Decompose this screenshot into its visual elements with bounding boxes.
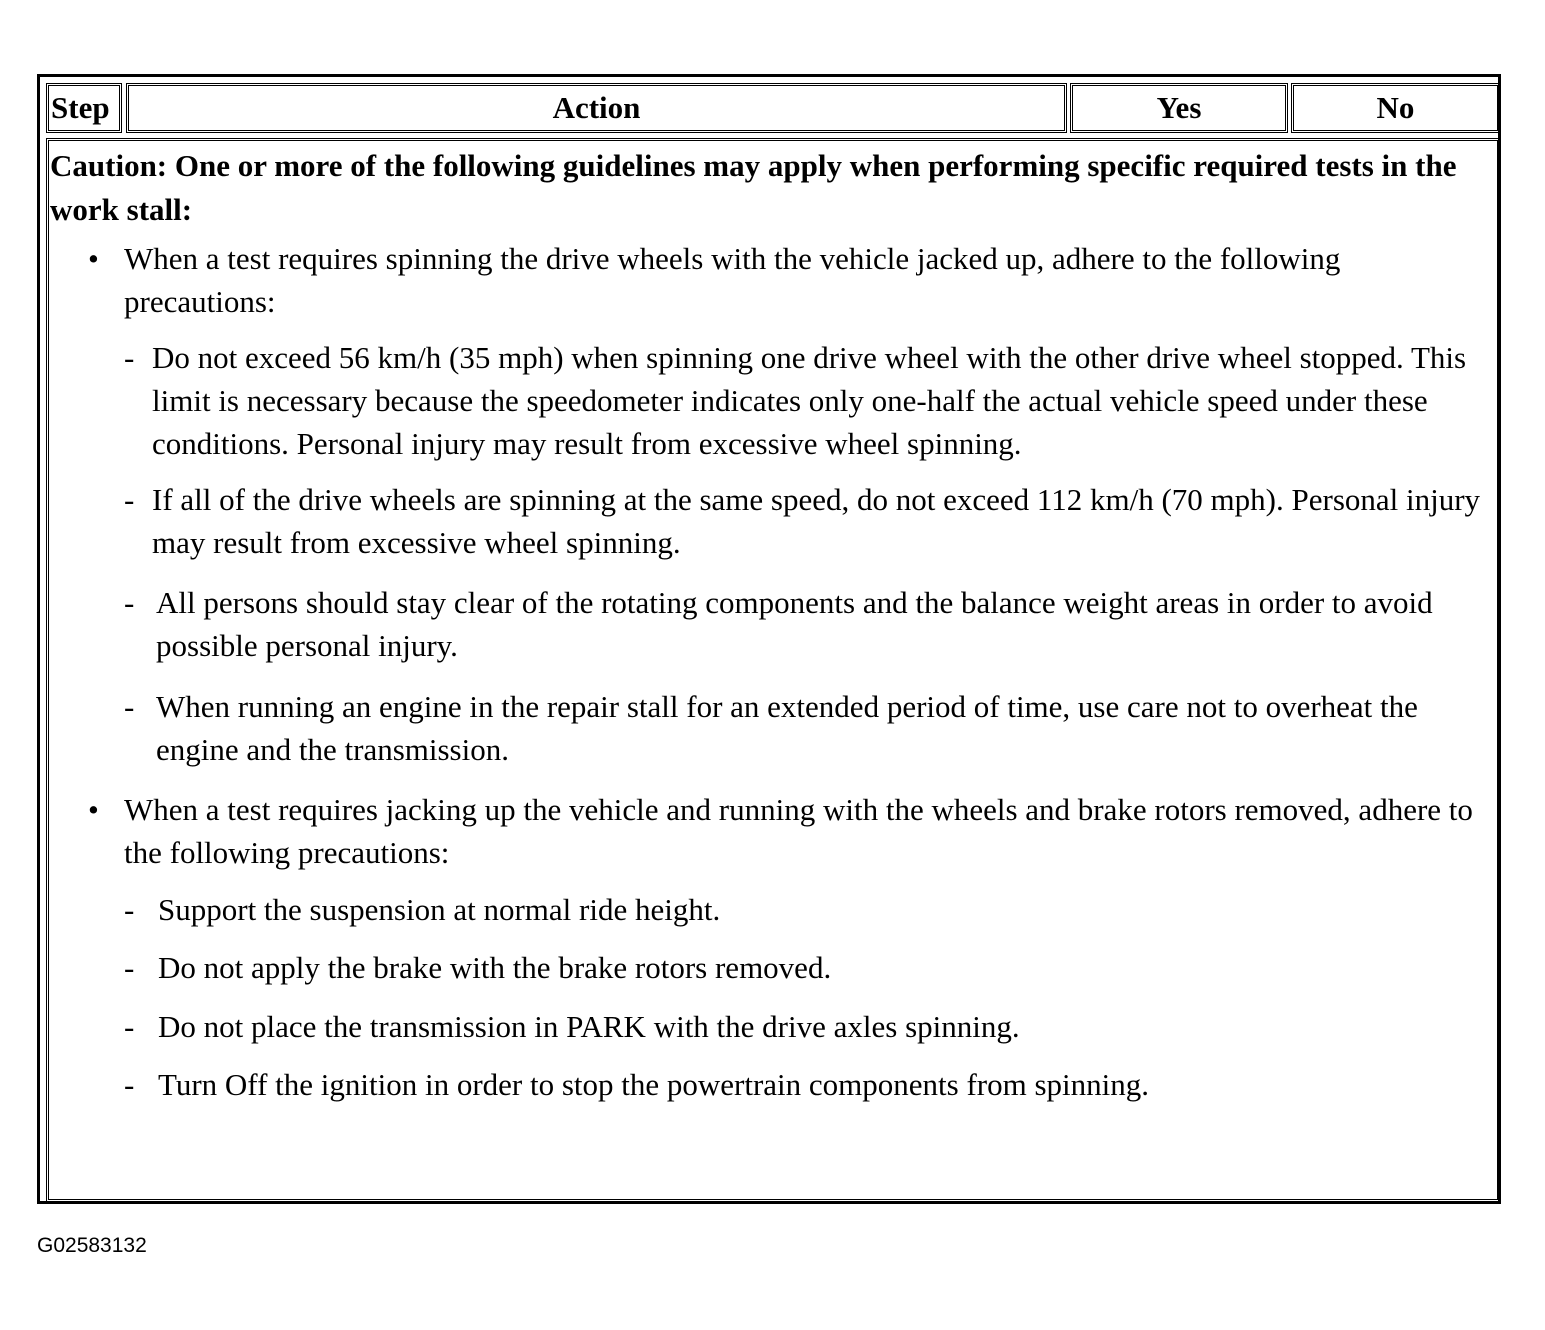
dash-icon: - (124, 1009, 135, 1044)
dash-icon: - (124, 1067, 135, 1102)
dash-icon: - (124, 340, 135, 375)
header-action: Action (126, 83, 1067, 133)
sub-text: Do not place the transmission in PARK with the drive axles spinning. (158, 1009, 1020, 1044)
dash-icon: - (124, 892, 135, 927)
sub-text: Do not exceed 56 km/h (35 mph) when spinning one drive wheel with the other drive wheel stopped. This limit is necessary because the speedometer indicates only one-half the actual vehicle speed under these conditions. Personal injury may result from excessive wheel spinning. (152, 340, 1467, 461)
dash-icon: - (124, 585, 135, 620)
sub-text: When running an engine in the repair stall for an extended period of time, use care not to overheat the engine and the transmission. (156, 689, 1418, 767)
dash-icon: - (124, 950, 135, 985)
dash-icon: - (124, 482, 135, 517)
bullet-item (88, 788, 1478, 874)
sub-text: If all of the drive wheels are spinning at the same speed, do not exceed 112 km/h (70 mph). Personal injury may result from excessive wheel spinning. (152, 482, 1481, 560)
bullet-icon: • (88, 241, 99, 276)
sub-item (124, 888, 1484, 931)
sub-text: All persons should stay clear of the rotating components and the balance weight areas in order to avoid possible personal injury. (156, 585, 1433, 663)
dash-icon: - (124, 689, 135, 724)
sub-item (124, 1063, 1484, 1106)
sub-item (124, 685, 1484, 771)
header-yes: Yes (1070, 83, 1288, 133)
figure-id: G02583132 (37, 1234, 147, 1257)
sub-item (124, 946, 1484, 989)
header-step: Step (46, 83, 122, 133)
caution-heading: Caution: One or more of the following guidelines may apply when performing specific required tests in the work stall: (50, 148, 1457, 227)
sub-item (124, 581, 1484, 667)
sub-item (124, 336, 1484, 465)
bullet-text: When a test requires jacking up the vehicle and running with the wheels and brake rotors removed, adhere to the following precautions: (124, 792, 1473, 870)
sub-item (124, 478, 1484, 564)
sub-text: Support the suspension at normal ride height. (158, 892, 721, 927)
sub-text: Turn Off the ignition in order to stop the powertrain components from spinning. (158, 1067, 1150, 1102)
bullet-item (88, 237, 1478, 323)
sub-text: Do not apply the brake with the brake rotors removed. (158, 950, 832, 985)
bullet-text: When a test requires spinning the drive wheels with the vehicle jacked up, adhere to the following precautions: (124, 241, 1341, 319)
bullet-icon: • (88, 792, 99, 827)
header-no: No (1291, 83, 1500, 133)
sub-item (124, 1005, 1484, 1048)
